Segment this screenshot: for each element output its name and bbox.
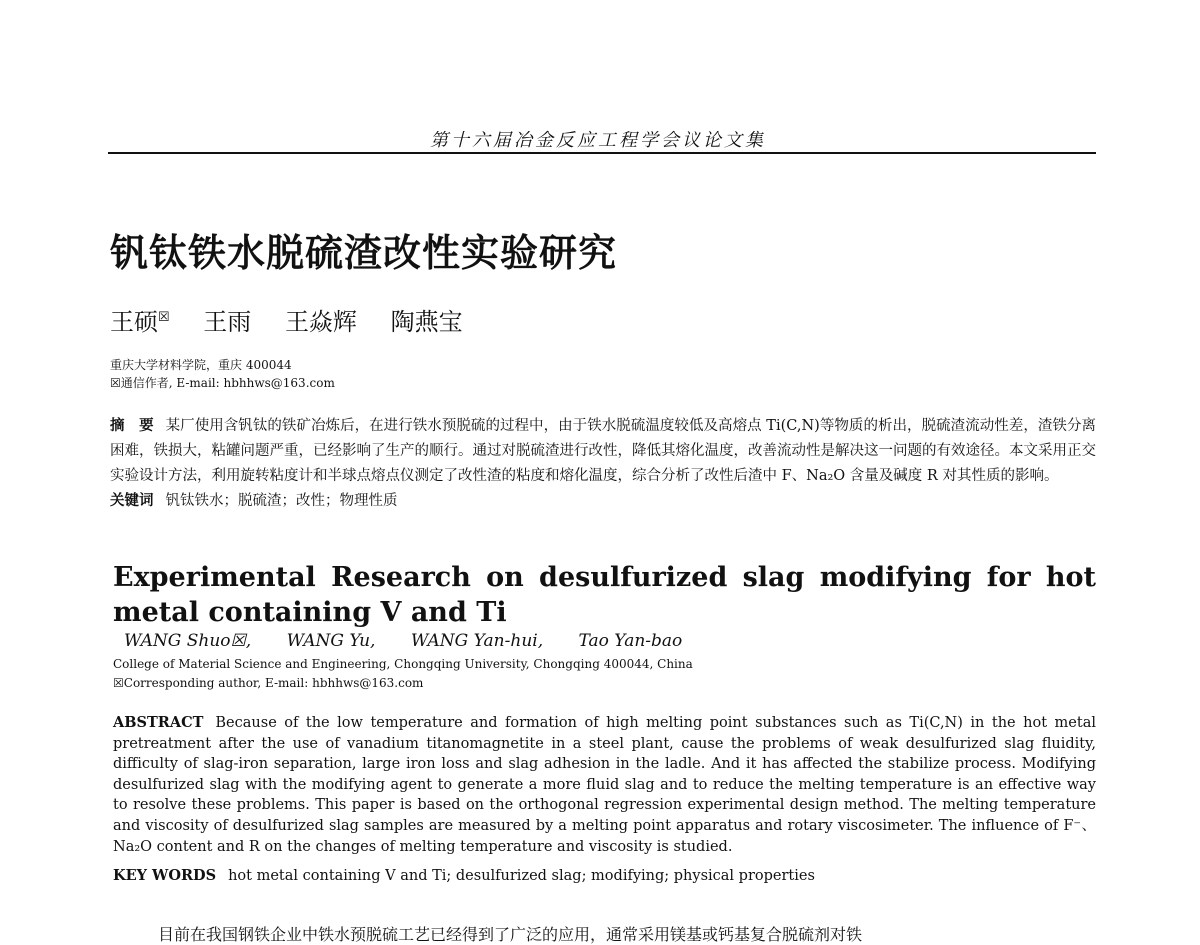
en-author: WANG Yan-hui, xyxy=(410,631,544,651)
en-author: Tao Yan-bao xyxy=(578,631,683,651)
cn-author: 王硕☒ xyxy=(110,308,170,336)
cn-affiliation: 重庆大学材料学院，重庆 400044 xyxy=(110,358,292,372)
body-first-line: 目前在我国钢铁企业中铁水预脱硫工艺已经得到了广泛的应用，通常采用镁基或钙基复合脱硫剂对铁 xyxy=(158,925,863,944)
en-abstract-text: Because of the low temperature and formation of high melting point substances such as Ti(C,N) in the hot metal pretreatment after the use of vanadium titanomagnetite in a steel plant, cause the problems of weak desulfurized slag fluidity, difficulty of slag-iron separation, large iron loss and slag adhesion in the ladle. And it has affected the stabilize process. Modifying desulfurized slag with the modifying agent to generate a more fluid slag and to reduce the melting temperature is an effective way to resolve these problems. This paper is based on the orthogonal regression experimental design method. The melting temperature and viscosity of desulfurized slag samples are measured by a melting point apparatus and rotary viscosimeter. The influence of F⁻、Na₂O content and R on the changes of melting temperature and viscosity is studied. xyxy=(113,715,1096,855)
cn-author: 王雨 xyxy=(203,308,252,336)
en-affiliation-block xyxy=(113,655,693,693)
cn-affiliation-block xyxy=(110,356,335,392)
en-correspondence: ☒Corresponding author, E-mail: hbhhws@163.com xyxy=(113,676,424,690)
en-keywords-label: KEY WORDS xyxy=(113,867,217,884)
cn-title: 钒钛铁水脱硫渣改性实验研究 xyxy=(110,231,618,275)
en-keywords xyxy=(113,867,815,884)
en-abstract-label: ABSTRACT xyxy=(113,714,204,731)
en-author: WANG Shuo☒, xyxy=(124,631,252,651)
cn-author: 陶燕宝 xyxy=(390,308,463,336)
cn-keywords xyxy=(110,489,1096,514)
en-authors xyxy=(124,631,712,651)
en-affiliation: College of Material Science and Engineering, Chongqing University, Chongqing 400044, China xyxy=(113,657,693,671)
corresponding-mark: ☒ xyxy=(158,310,170,325)
running-header: 第十六届冶金反应工程学会议论文集 xyxy=(430,130,766,151)
cn-keywords-label: 关键词 xyxy=(110,493,154,509)
cn-authors xyxy=(110,302,489,337)
cn-correspondence: ☒通信作者, E-mail: hbhhws@163.com xyxy=(110,376,335,390)
cn-abstract xyxy=(110,414,1096,514)
cn-author: 王焱辉 xyxy=(284,308,357,336)
cn-abstract-label: 摘 要 xyxy=(110,418,154,434)
header-rule xyxy=(108,152,1096,154)
cn-keywords-text: 钒钛铁水；脱硫渣；改性；物理性质 xyxy=(165,493,398,509)
en-keywords-text: hot metal containing V and Ti; desulfurized slag; modifying; physical properties xyxy=(228,868,815,884)
en-abstract xyxy=(113,713,1096,857)
cn-abstract-text: 某厂使用含钒钛的铁矿冶炼后，在进行铁水预脱硫的过程中，由于铁水脱硫温度较低及高熔点 Ti(C,N)等物质的析出，脱硫渣流动性差，渣铁分离困难，铁损大，粘罐问题严重，已经影响了生产的顺行。通过对脱硫渣进行改性，降低其熔化温度，改善流动性是解决这一问题的有效途径。本文采用正交实验设计方法，利用旋转粘度计和半球点熔点仪测定了改性渣的粘度和熔化温度，综合分析了改性后渣中 F、Na₂O 含量及碱度 R 对其性质的影响。 xyxy=(110,418,1097,484)
en-title: Experimental Research on desulfurized slag modifying for hot metal containing V and Ti xyxy=(113,562,1096,628)
en-author: WANG Yu, xyxy=(286,631,376,651)
